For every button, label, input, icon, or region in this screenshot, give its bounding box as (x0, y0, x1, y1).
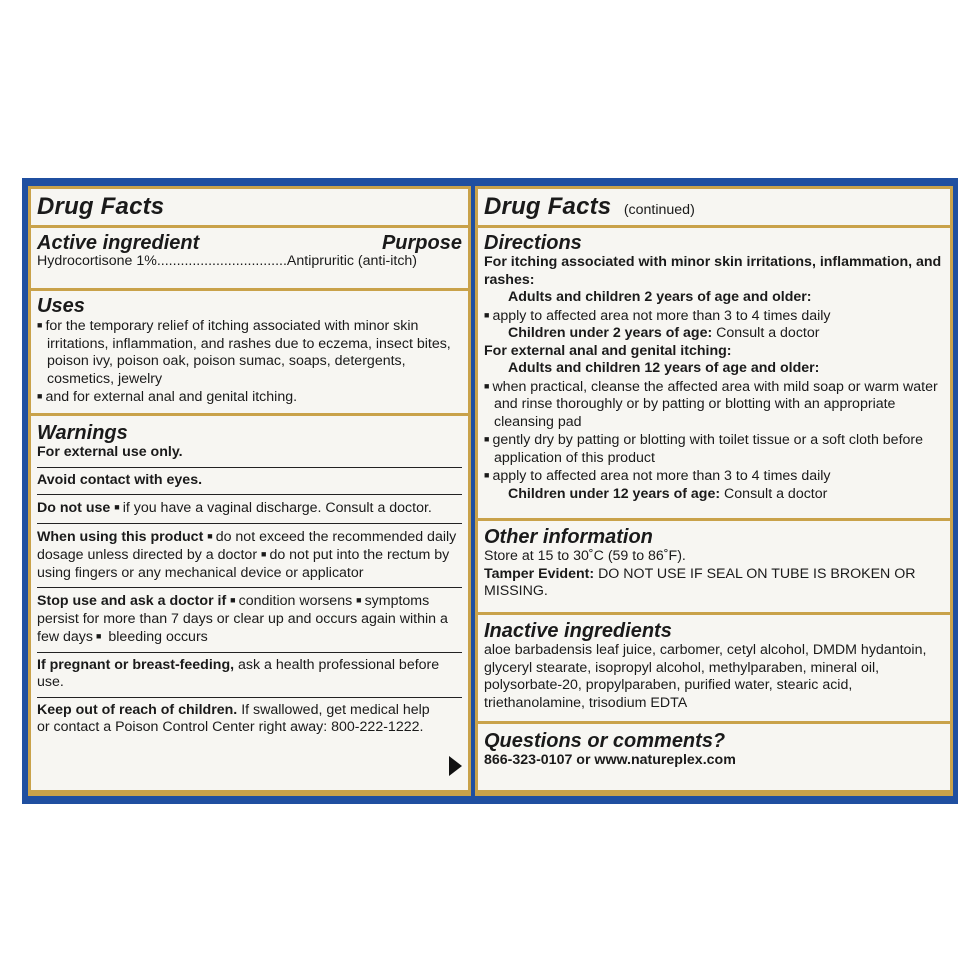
bullet-icon: ■ (484, 470, 490, 480)
bullet-icon: ■ (261, 549, 267, 559)
warning-external-use: For external use only. (37, 444, 183, 460)
bullet-icon: ■ (484, 380, 490, 391)
keep-out-text: If swallowed, get medical help or contact a Poison Control Center right away: 800-222-1222. (37, 701, 430, 735)
right-header (484, 189, 944, 221)
continued-label: (continued) (623, 202, 695, 218)
divider (37, 652, 462, 653)
drug-facts-panel (22, 178, 958, 804)
under-12-text: Consult a doctor (724, 485, 828, 502)
divider (37, 494, 462, 495)
do-not-use-label: Do not use (37, 500, 111, 516)
right-column (475, 186, 953, 796)
cleanse-instruction (484, 378, 944, 432)
adults-12-heading: Adults and children 12 years of age and older: (508, 360, 820, 376)
anal-itch-heading: For external anal and genital itching: (484, 342, 732, 359)
stop-use-text-2: symptoms persist for more than 7 days or clear up and occurs again within a few days (37, 593, 448, 645)
uses-item-2 (37, 388, 462, 407)
uses-title: Uses (37, 295, 85, 317)
do-not-use-text: if you have a vaginal discharge. Consult a doctor. (122, 500, 432, 516)
active-ingredient-line: Hydrocortisone 1%.................................Antipruritic (anti-itch) (37, 253, 418, 269)
cleanse-instruction-text: when practical, cleanse the affected area with mild soap or warm water and rinse thoroughly or by patting or blotting with an appropriate cleansing pad (492, 378, 938, 430)
pregnant-text: ask a health professional before use. (37, 656, 440, 690)
apply-instruction-1 (484, 307, 944, 326)
uses-item-2-text: and for external anal and genital itching. (45, 389, 298, 405)
questions-title: Questions or comments? (484, 730, 726, 752)
itch-heading: For itching associated with minor skin irritations, inflammation, and rashes: (484, 254, 942, 288)
under-2-text: Consult a doctor (716, 325, 820, 341)
divider (37, 523, 462, 524)
divider (37, 587, 462, 588)
warnings-box (31, 416, 468, 790)
warning-stop-use (37, 592, 462, 647)
bullet-icon: ■ (484, 309, 490, 320)
directions-box (478, 228, 950, 518)
warning-pregnant (37, 657, 462, 692)
dry-instruction (484, 431, 944, 467)
warning-when-using (37, 528, 462, 583)
keep-out-label: Keep out of reach of children. (37, 701, 238, 718)
directions-title: Directions (484, 232, 582, 254)
tamper-evident-label: Tamper Evident: (484, 565, 595, 582)
continue-arrow-icon (449, 756, 462, 776)
right-header-box (478, 189, 950, 225)
tamper-evident-line (484, 566, 944, 601)
when-using-text-1: do not exceed the recommended daily dosage unless directed by a doctor (37, 528, 457, 563)
warnings-title: Warnings (37, 422, 128, 444)
under-12-label: Children under 12 years of age: (508, 485, 721, 502)
dry-instruction-text: gently dry by patting or blotting with toilet tissue or a soft cloth before application of this product (492, 432, 924, 466)
when-using-text-2: do not put into the rectum by using fingers or any mechanical device or applicator (37, 547, 450, 581)
apply-instruction-2 (484, 467, 944, 486)
warning-do-not-use (37, 499, 462, 518)
bullet-icon: ■ (37, 391, 43, 401)
bullet-icon: ■ (37, 320, 43, 330)
active-ingredient-box (31, 228, 468, 288)
questions-box (478, 724, 950, 790)
uses-item-1 (37, 317, 462, 388)
bullet-icon: ■ (114, 502, 120, 512)
when-using-label: When using this product (37, 528, 204, 545)
uses-item-1-text: for the temporary relief of itching associated with minor skin irritations, inflammation, and rashes due to eczema, insect bites, poison ivy, poison oak, poison sumac, soaps, detergents, cosmetics, jewelry (45, 318, 451, 387)
bullet-icon: ■ (484, 434, 490, 444)
stop-use-text-1: condition worsens (238, 593, 353, 609)
bullet-icon: ■ (207, 530, 213, 541)
adults-2-heading: Adults and children 2 years of age and older: (508, 289, 812, 305)
pregnant-label: If pregnant or breast-feeding, (37, 656, 235, 673)
bullet-icon: ■ (230, 595, 236, 605)
inactive-ingredients-box (478, 615, 950, 721)
tamper-evident-text: DO NOT USE IF SEAL ON TUBE IS BROKEN OR MISSING. (484, 565, 916, 599)
divider (37, 697, 462, 698)
other-information-title: Other information (484, 526, 653, 548)
under-2-label: Children under 2 years of age: (508, 325, 713, 341)
left-column (28, 186, 471, 796)
left-drug-facts-title: Drug Facts (37, 193, 165, 220)
uses-box (31, 291, 468, 413)
other-information-box (478, 521, 950, 612)
storage-text: Store at 15 to 30˚C (59 to 86˚F). (484, 548, 686, 564)
right-drug-facts-title: Drug Facts (484, 193, 612, 220)
bullet-icon: ■ (96, 631, 102, 641)
inactive-ingredients-text: aloe barbadensis leaf juice, carbomer, cetyl alcohol, DMDM hydantoin, glyceryl stearate, isopropyl alcohol, methylparaben, mineral oil, polysorbate-20, propylparaben, purified water, stearic acid, triethanolamine, trisodium EDTA (484, 642, 927, 711)
warning-avoid-eyes: Avoid contact with eyes. (37, 471, 203, 488)
inactive-ingredients-title: Inactive ingredients (484, 620, 672, 642)
active-ingredient-title: Active ingredient (37, 232, 200, 254)
stop-use-label: Stop use and ask a doctor if (37, 593, 227, 609)
bullet-icon: ■ (356, 595, 362, 605)
divider (37, 467, 462, 468)
purpose-title: Purpose (381, 232, 462, 254)
apply-instruction-1-text: apply to affected area not more than 3 to 4 times daily (492, 307, 831, 324)
stop-use-text-3: bleeding occurs (108, 629, 208, 645)
warning-keep-out (37, 702, 462, 737)
left-header-box (31, 189, 468, 225)
contact-info: 866-323-0107 or www.natureplex.com (484, 752, 736, 768)
under-2-line (484, 325, 944, 343)
apply-instruction-2-text: apply to affected area not more than 3 to 4 times daily (492, 468, 831, 484)
under-12-line (484, 486, 944, 504)
